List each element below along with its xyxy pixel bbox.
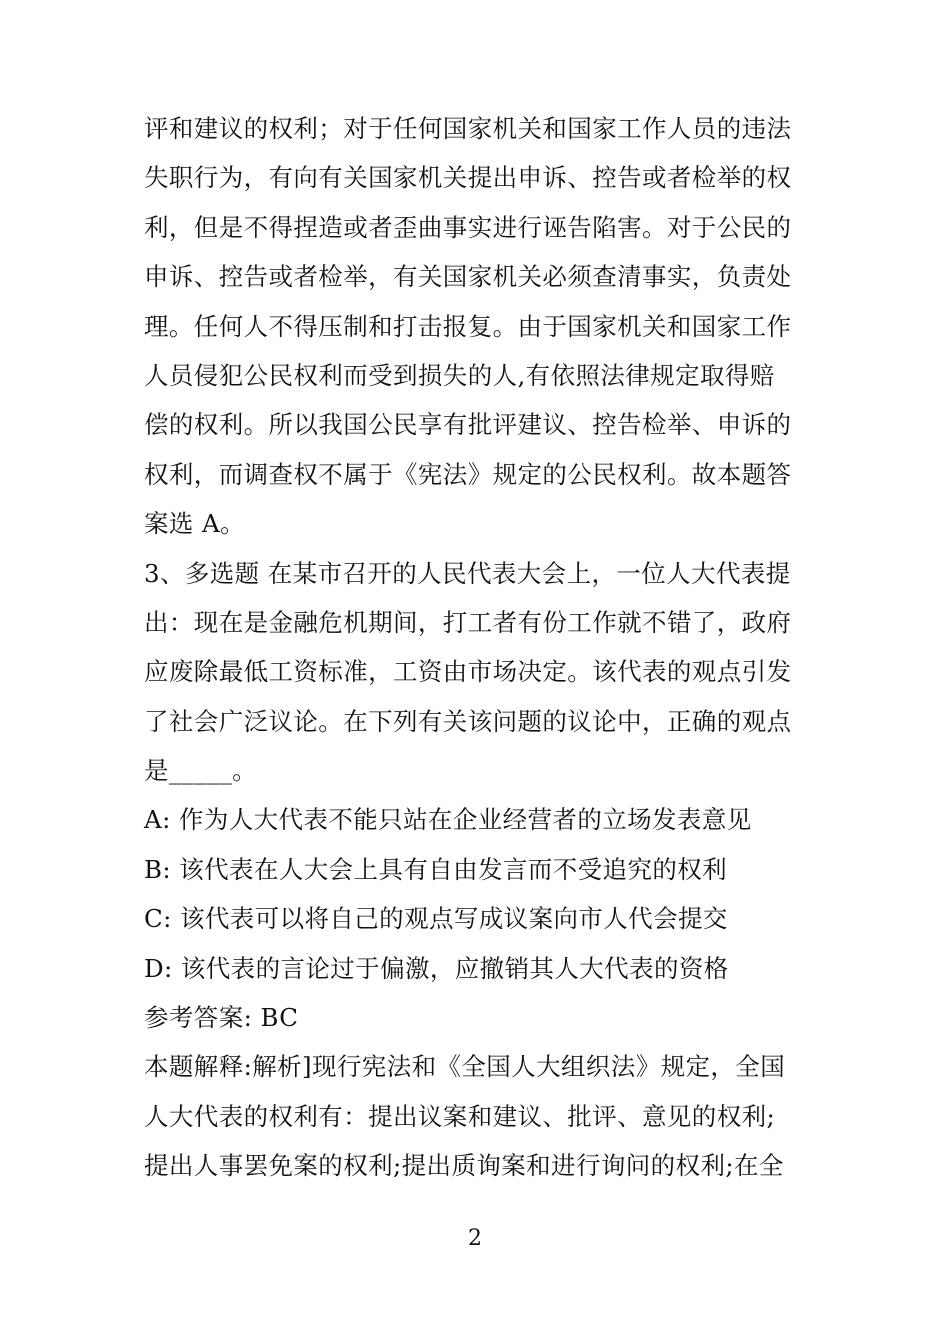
document-body: [144, 104, 844, 1191]
page-number: 2: [468, 1226, 482, 1251]
text-line: 偿的权利。所以我国公民享有批评建议、控告检举、申诉的: [144, 410, 792, 440]
explanation-line: 本题解释:解析]现行宪法和《全国人大组织法》规定，全国: [144, 1052, 786, 1082]
option-d: D: 该代表的言论过于偏激，应撤销其人大代表的资格: [144, 953, 729, 983]
text-line: 应废除最低工资标准，工资由市场决定。该代表的观点引发: [144, 657, 792, 687]
reference-answer: 参考答案: BC: [144, 1003, 299, 1033]
text-line: 利，但是不得捏造或者歪曲事实进行诬告陷害。对于公民的: [144, 212, 792, 242]
explanation-line: 提出人事罢免案的权利;提出质询案和进行询问的权利;在全: [144, 1151, 784, 1181]
text-line: 是_____。: [144, 756, 258, 786]
text-line: 出：现在是金融危机期间，打工者有份工作就不错了，政府: [144, 607, 792, 637]
text-line: 失职行为，有向有关国家机关提出申诉、控告或者检举的权: [144, 163, 792, 193]
option-b: B: 该代表在人大会上具有自由发言而不受追究的权利: [144, 854, 728, 884]
text-line: 评和建议的权利；对于任何国家机关和国家工作人员的违法: [144, 114, 792, 143]
explanation-line: 人大代表的权利有：提出议案和建议、批评、意见的权利;: [144, 1101, 776, 1131]
option-a: A: 作为人大代表不能只站在企业经营者的立场发表意见: [144, 805, 752, 835]
option-c: C: 该代表可以将自己的观点写成议案向市人代会提交: [144, 904, 728, 934]
text-line: 了社会广泛议论。在下列有关该问题的议论中，正确的观点: [144, 706, 792, 736]
text-line: 案选 A。: [144, 509, 245, 539]
text-line: 权利，而调查权不属于《宪法》规定的公民权利。故本题答: [144, 459, 792, 489]
question-header: 3、多选题 在某市召开的人民代表大会上，一位人大代表提: [144, 558, 791, 588]
text-line: 理。任何人不得压制和打击报复。由于国家机关和国家工作: [144, 311, 792, 341]
text-line: 申诉、控告或者检举，有关国家机关必须查清事实，负责处: [144, 262, 792, 292]
text-line: 人员侵犯公民权利而受到损失的人,有依照法律规定取得赔: [144, 360, 775, 390]
